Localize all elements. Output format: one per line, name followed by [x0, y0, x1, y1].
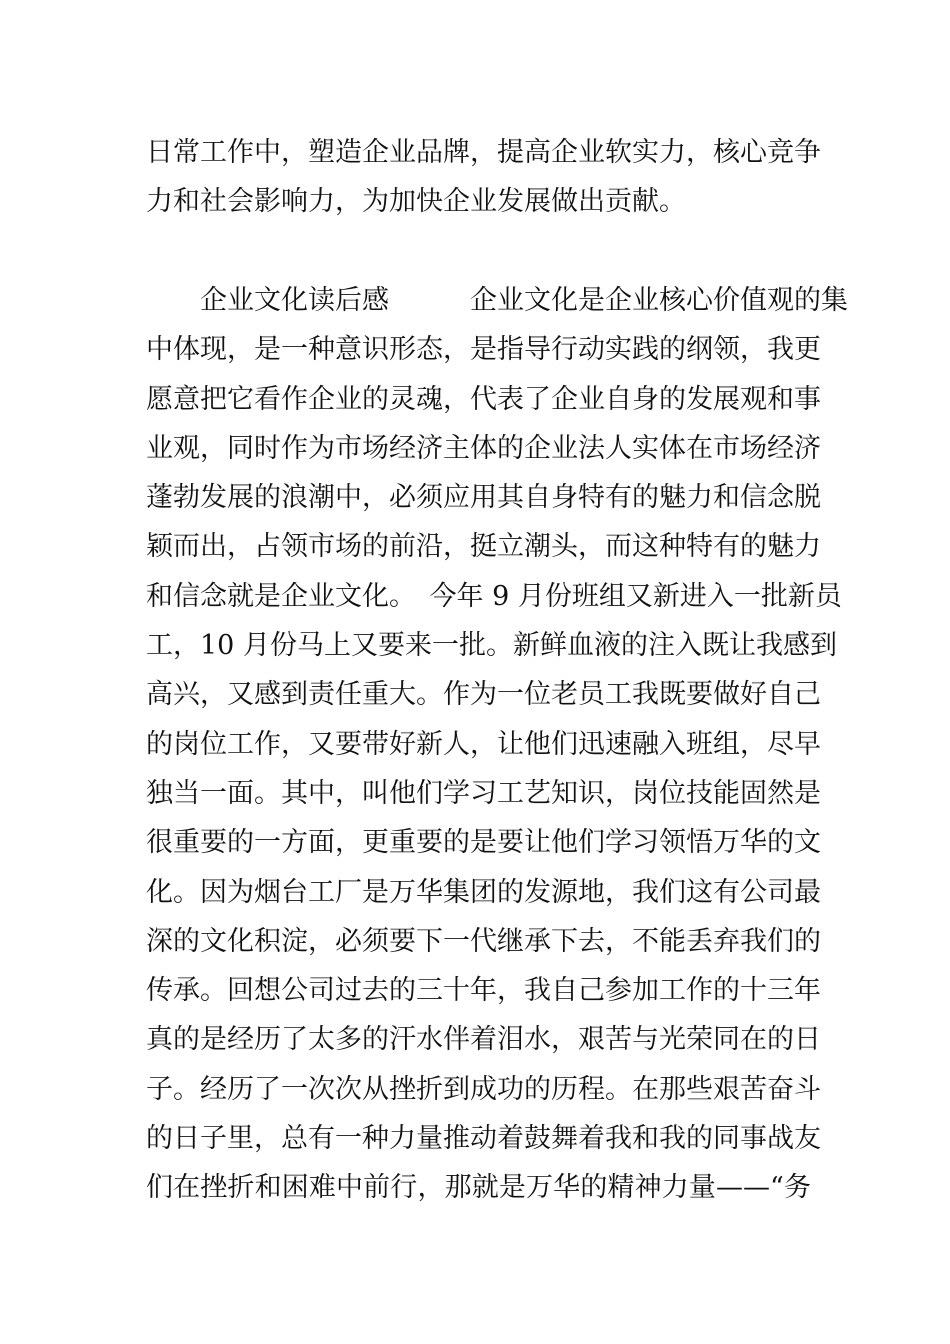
- paragraph-line: 真的是经历了太多的汗水伴着泪水，艰苦与光荣同在的日: [146, 1024, 821, 1056]
- paragraph-line: 日常工作中，塑造企业品牌，提高企业软实力，核心竞争: [146, 137, 821, 168]
- paragraph-line: 工，10 月份马上又要来一批。新鲜血液的注入既让我感到: [146, 630, 837, 662]
- paragraph-line: 的日子里，总有一种力量推动着鼓舞着我和我的同事战友: [146, 1123, 821, 1155]
- paragraph-line: 和信念就是企业文化。 今年 9 月份班组又新进入一批新员: [146, 580, 842, 612]
- paragraph-2: [146, 276, 848, 1213]
- paragraph-line: 传承。回想公司过去的三十年，我自己参加工作的十三年: [146, 975, 821, 1007]
- paragraph-line: 子。经历了一次次从挫折到成功的历程。在那些艰苦奋斗: [146, 1073, 821, 1105]
- paragraph-line: 很重要的一方面，更重要的是要让他们学习领悟万华的文: [146, 827, 821, 859]
- paragraph-line: 蓬勃发展的浪潮中，必须应用其自身特有的魅力和信念脱: [146, 482, 821, 514]
- paragraph-line: 高兴，又感到责任重大。作为一位老员工我既要做好自己: [146, 679, 821, 711]
- paragraph-line: 力和社会影响力，为加快企业发展做出贡献。: [146, 186, 686, 218]
- paragraph-line: 企业文化读后感 企业文化是企业核心价值观的集: [146, 285, 848, 316]
- paragraph-line: 中体现，是一种意识形态，是指导行动实践的纲领，我更: [146, 334, 821, 366]
- paragraph-line: 独当一面。其中，叫他们学习工艺知识，岗位技能固然是: [146, 777, 821, 809]
- paragraph-line: 深的文化积淀，必须要下一代继承下去，不能丢弃我们的: [146, 925, 821, 957]
- paragraph-line: 化。因为烟台工厂是万华集团的发源地，我们这有公司最: [146, 876, 821, 908]
- paragraph-1: [146, 128, 821, 227]
- paragraph-line: 颖而出，占领市场的前沿，挺立潮头，而这种特有的魅力: [146, 531, 821, 563]
- paragraph-line: 的岗位工作，又要带好新人，让他们迅速融入班组，尽早: [146, 728, 821, 760]
- paragraph-line: 们在挫折和困难中前行，那就是万华的精神力量——“务: [146, 1172, 811, 1204]
- paragraph-line: 愿意把它看作企业的灵魂，代表了企业自身的发展观和事: [146, 383, 821, 415]
- paragraph-line: 业观，同时作为市场经济主体的企业法人实体在市场经济: [146, 432, 821, 464]
